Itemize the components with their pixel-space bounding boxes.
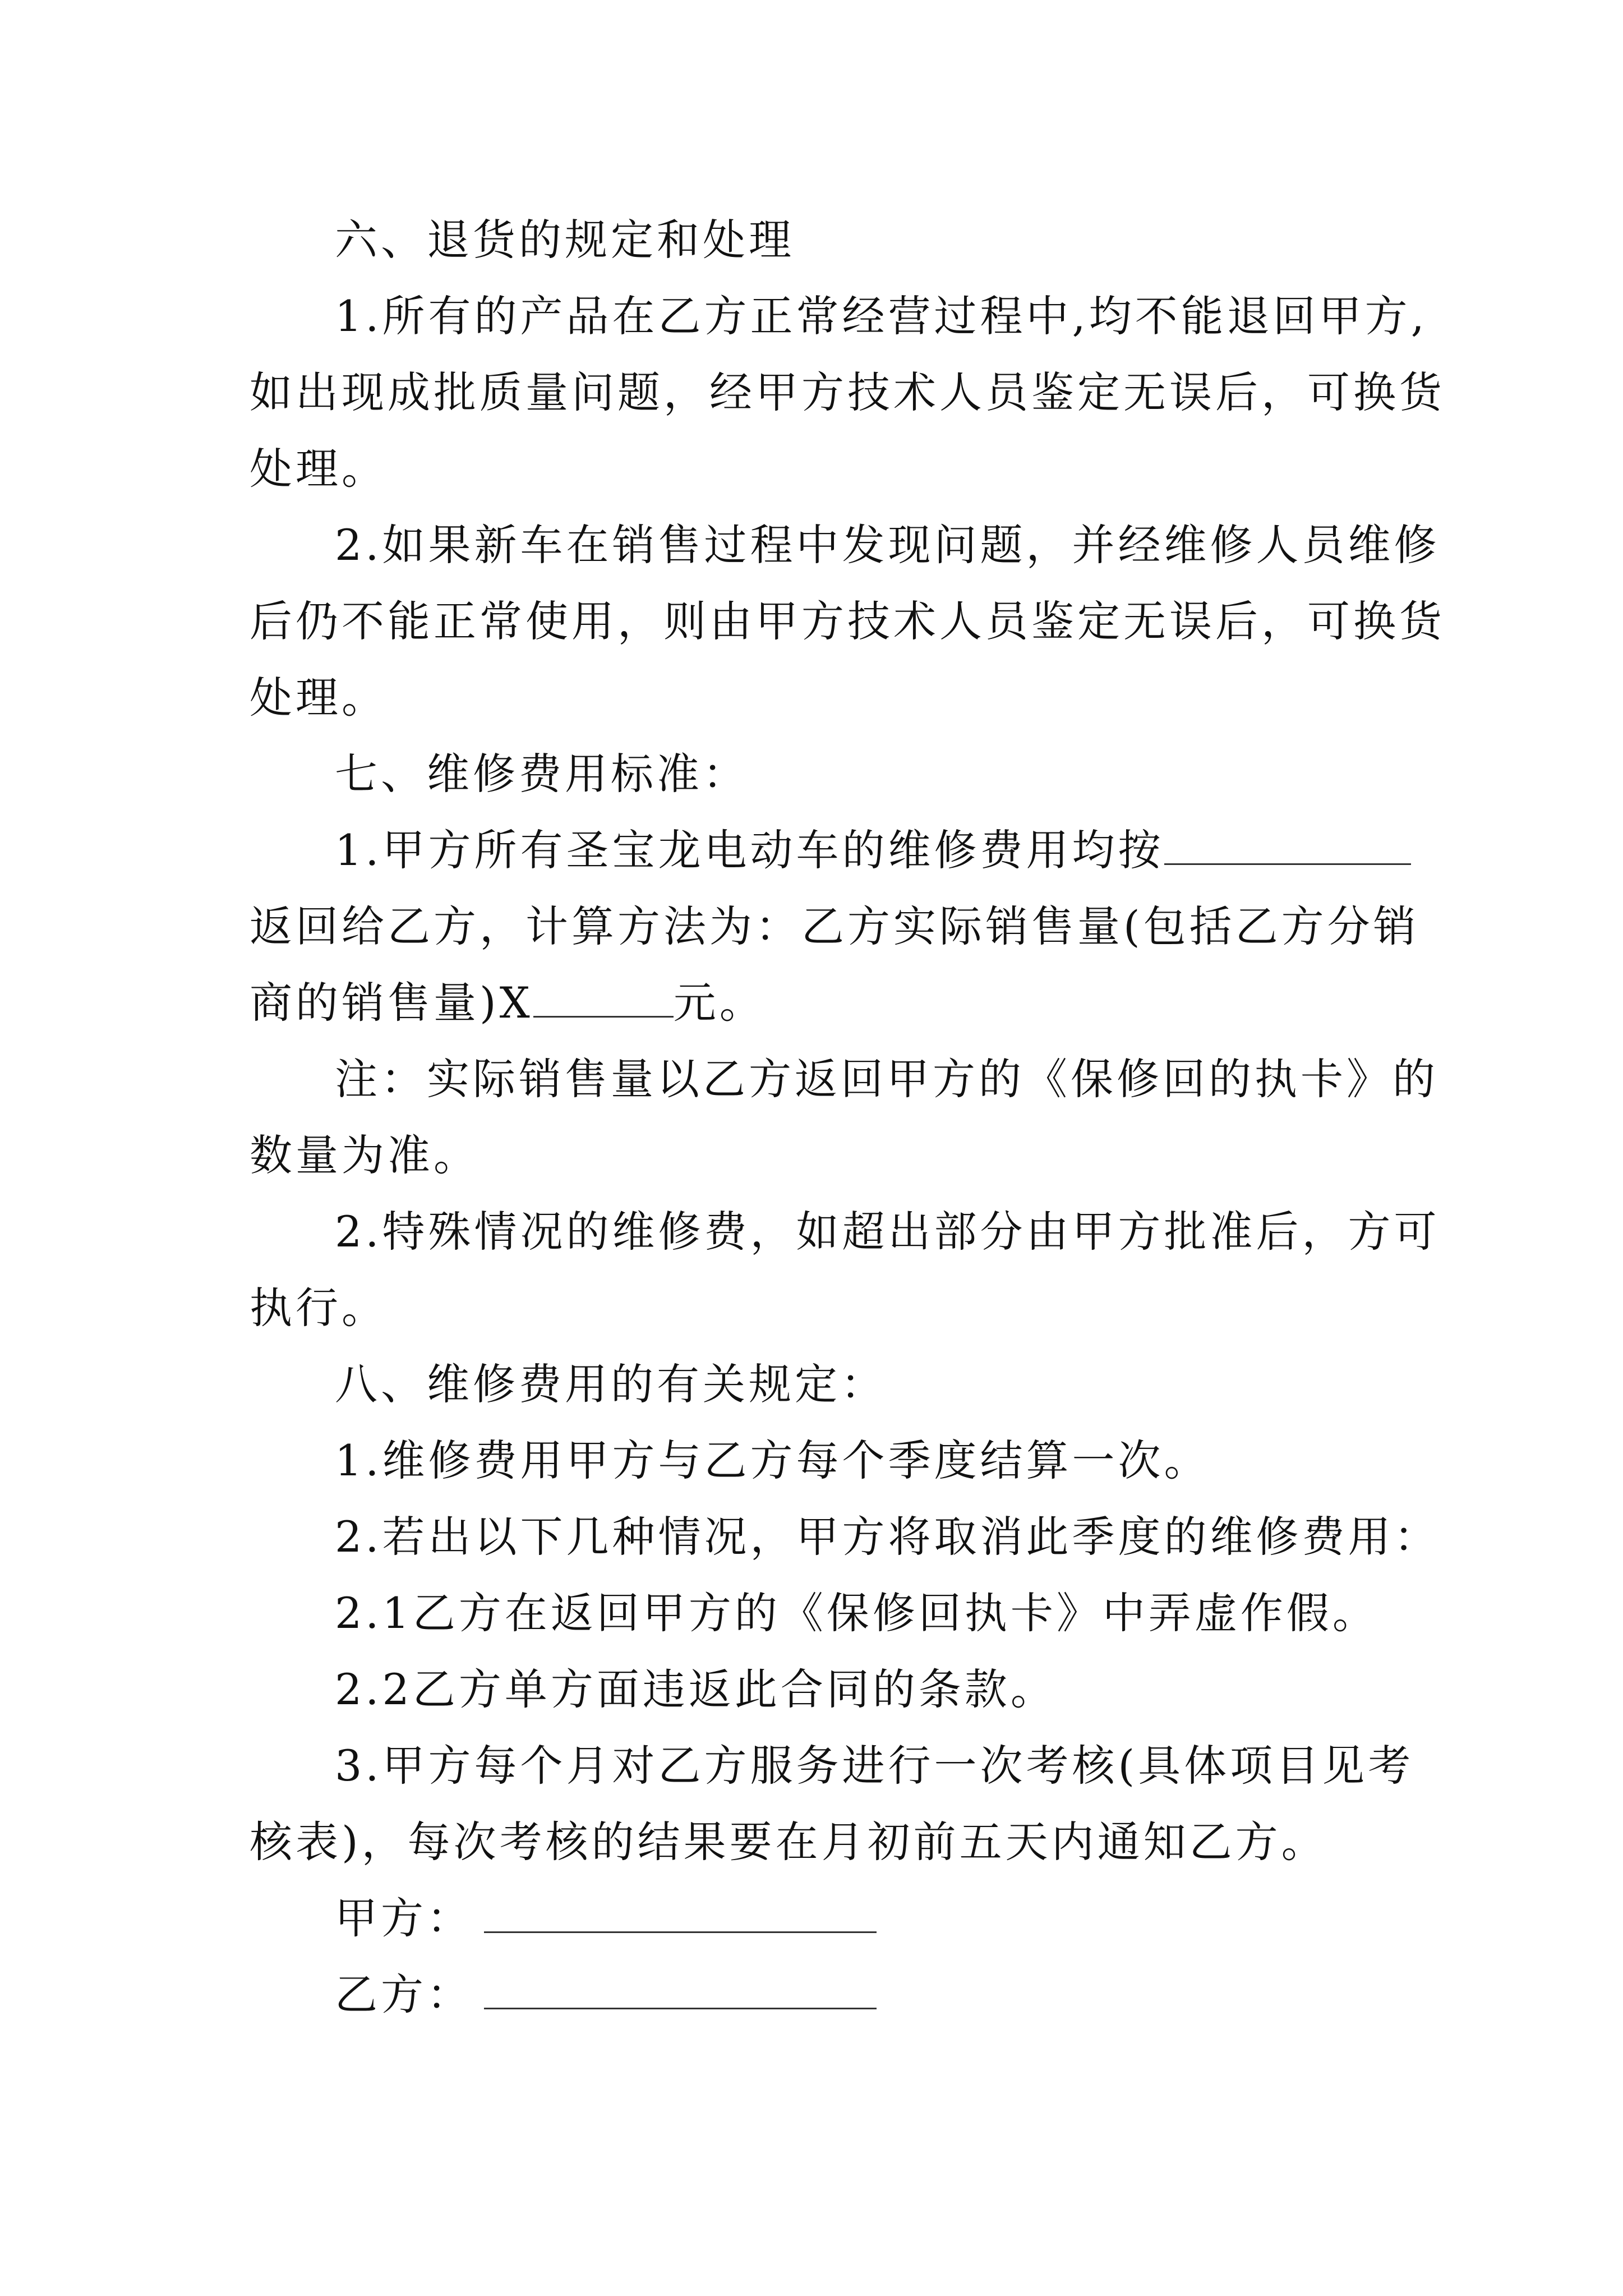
section-7-heading: 七、维修费用标准： xyxy=(335,749,749,799)
paragraph-6-2-line-1: 2.如果新车在销售过程中发现问题，并经维修人员维修 xyxy=(335,520,1440,570)
section-8-heading: 八、维修费用的有关规定： xyxy=(335,1359,887,1409)
document-body xyxy=(250,202,1445,2033)
paragraph-8-3-line-1: 3.甲方每个月对乙方服务进行一次考核(具体项目见考 xyxy=(335,1741,1414,1791)
paragraph-7-1-text: 1.甲方所有圣宝龙电动车的维修费用均按 xyxy=(335,825,1164,875)
paragraph-6-1-line-3: 处理。 xyxy=(250,444,388,494)
paragraph-7-1-line-3 xyxy=(250,965,1394,1041)
paragraph-6-1-line-2: 如出现成批质量问题，经甲方技术人员鉴定无误后，可换货 xyxy=(250,367,1445,417)
paragraph-7-2-line-1: 2.特殊情况的维修费，如超出部分由甲方批准后，方可 xyxy=(335,1207,1440,1257)
party-a-signature-blank[interactable] xyxy=(484,1892,877,1933)
paragraph-8-2: 2.若出以下几种情况，甲方将取消此季度的维修费用： xyxy=(335,1512,1440,1562)
paragraph-6-1-line-1: 1.所有的产品在乙方正常经营过程中,均不能退回甲方, xyxy=(335,291,1428,341)
party-b-label: 乙方： xyxy=(335,1970,473,2019)
paragraph-7-1-line-1 xyxy=(250,812,1394,889)
paragraph-7-2-line-2: 执行。 xyxy=(250,1283,388,1333)
paragraph-6-2-line-2: 后仍不能正常使用，则由甲方技术人员鉴定无误后，可换货 xyxy=(250,596,1445,646)
section-6-heading: 六、退货的规定和处理 xyxy=(335,215,795,265)
party-b-signature-blank[interactable] xyxy=(484,1968,877,2009)
fee-standard-blank[interactable] xyxy=(1164,824,1411,865)
note-line-1: 注：实际销售量以乙方返回甲方的《保修回的执卡》的 xyxy=(335,1054,1438,1104)
paragraph-8-1: 1.维修费用甲方与乙方每个季度结算一次。 xyxy=(335,1435,1210,1485)
unit-price-blank[interactable] xyxy=(533,977,674,1018)
party-b-signature-row xyxy=(250,1957,1394,2033)
party-a-signature-row xyxy=(250,1880,1394,1957)
paragraph-7-1-line-2: 返回给乙方，计算方法为：乙方实际销售量(包括乙方分销 xyxy=(250,901,1419,951)
note-line-2: 数量为准。 xyxy=(250,1130,479,1180)
paragraph-8-2-2: 2.2乙方单方面违返此合同的条款。 xyxy=(335,1664,1057,1714)
paragraph-8-3-line-2: 核表)，每次考核的结果要在月初前五天内通知乙方。 xyxy=(250,1817,1327,1867)
paragraph-8-2-1: 2.1乙方在返回甲方的《保修回执卡》中弄虚作假。 xyxy=(335,1588,1378,1638)
formula-unit: 元。 xyxy=(673,978,766,1028)
formula-text: 商的销售量)X xyxy=(250,978,533,1028)
paragraph-6-2-line-3: 处理。 xyxy=(250,673,388,723)
party-a-label: 甲方： xyxy=(335,1893,473,1943)
